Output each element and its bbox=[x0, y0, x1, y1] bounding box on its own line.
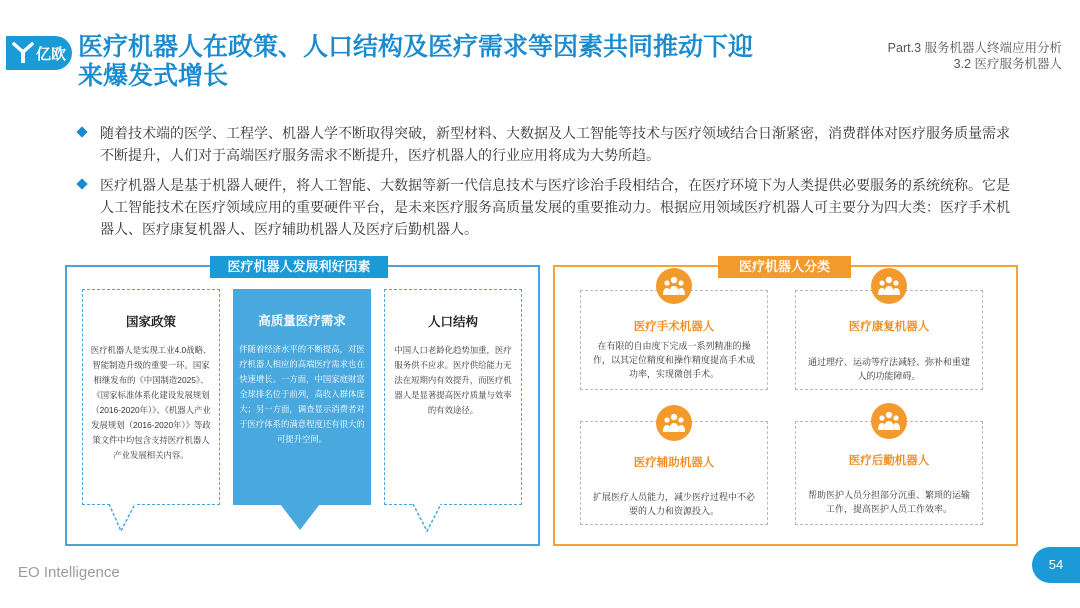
callout-tail-icon bbox=[280, 504, 320, 532]
part-label: Part.3 服务机器人终端应用分析 bbox=[887, 41, 1062, 55]
categories-panel-label: 医疗机器人分类 bbox=[718, 256, 851, 278]
factor-text: 中国人口老龄化趋势加重，医疗服务供不应求。医疗供给能力无法在短期内有效提升，而医疗机器人是显著提高医疗质量与效率的有效途径。 bbox=[394, 345, 512, 415]
category-card-surgical bbox=[580, 290, 768, 390]
factor-text: 伴随着经济水平的不断提高，对医疗机器人相应的高端医疗需求也在快速增长。一方面，中国家庭财富全球排名位于前列，高收入群体庞大；另一方面，调查显示消费者对于医疗体系的满意程度还有很大的可提升空间。 bbox=[239, 344, 365, 444]
people-group-icon bbox=[871, 403, 907, 439]
bullet-list bbox=[76, 122, 1021, 248]
people-group-icon bbox=[871, 268, 907, 304]
logo-icon bbox=[12, 41, 34, 65]
footer-brand: EO Intelligence bbox=[18, 564, 120, 581]
category-text: 帮助医护人员分担部分沉重、繁琐的运输工作，提高医护人员工作效率。 bbox=[808, 490, 971, 514]
bullet-item bbox=[76, 122, 1021, 166]
diamond-bullet-icon bbox=[76, 178, 87, 189]
category-title: 医疗辅助机器人 bbox=[633, 457, 715, 469]
page-title bbox=[78, 33, 838, 91]
bullet-text: 医疗机器人是基于机器人硬件，将人工智能、大数据等新一代信息技术与医疗诊治手段相结合，在医疗环境下为人类提供必要服务的系统统称。它是人工智能技术在医疗领域应用的重要硬件平台，是未来医疗服务高质量发展的重要推动力。根据应用领域医疗机器人可主要分为四大类：医疗手术机器人、医疗康复机器人、医疗辅助机器人及医疗后勤机器人。 bbox=[100, 177, 1010, 237]
bullet-item bbox=[76, 174, 1021, 240]
people-group-icon bbox=[656, 405, 692, 441]
callout-tail-icon bbox=[412, 503, 442, 533]
factor-text: 医疗机器人是实现工业4.0战略、智能制造升级的重要一环。国家相继发布的《中国制造2025》、《国家标准体系化建设发展规划（2016-2020年）》、《机器人产业发展规划（2016-2020年）》等政策文件中均包含支持医疗机器人产业发展相关内容。 bbox=[90, 345, 212, 460]
factor-title: 国家政策 bbox=[125, 315, 176, 329]
factor-card-demand bbox=[233, 289, 371, 505]
diamond-bullet-icon bbox=[76, 126, 87, 137]
factor-title: 人口结构 bbox=[427, 315, 478, 329]
logo-text: 亿欧 bbox=[36, 45, 67, 63]
factor-title: 高质量医疗需求 bbox=[258, 314, 346, 328]
people-group-icon bbox=[656, 268, 692, 304]
page-title-line2: 来爆发式增长 bbox=[78, 62, 229, 90]
category-title: 医疗康复机器人 bbox=[848, 321, 930, 333]
section-label bbox=[888, 40, 1062, 72]
callout-tail-icon bbox=[108, 503, 136, 533]
category-text: 在有限的自由度下完成一系列精准的操作，以其定位精度和操作精度提高手术成功率，实现微创手术。 bbox=[593, 341, 756, 379]
factor-card-population bbox=[384, 289, 522, 505]
subsection-label: 3.2 医疗服务机器人 bbox=[953, 57, 1062, 71]
bullet-text: 随着技术端的医学、工程学、机器人学不断取得突破，新型材料、大数据及人工智能等技术与医疗领域结合日渐紧密，消费群体对医疗服务质量需求不断提升，人们对于高端医疗服务需求不断提升，医疗机器人的行业应用将成为大势所趋。 bbox=[100, 125, 1010, 163]
category-text: 通过理疗、运动等疗法减轻、弥补和重建人的功能障碍。 bbox=[808, 357, 971, 381]
category-title: 医疗手术机器人 bbox=[633, 321, 715, 333]
category-title: 医疗后勤机器人 bbox=[848, 455, 930, 467]
page-title-line1: 医疗机器人在政策、人口结构及医疗需求等因素共同推动下迎 bbox=[78, 33, 754, 61]
category-text: 扩展医疗人员能力，减少医疗过程中不必要的人力和资源投入。 bbox=[593, 492, 756, 516]
logo bbox=[6, 36, 72, 70]
category-card-rehab bbox=[795, 290, 983, 390]
factors-panel-label: 医疗机器人发展利好因素 bbox=[210, 256, 388, 278]
page-number: 54 bbox=[1032, 547, 1080, 583]
factor-card-policy bbox=[82, 289, 220, 505]
